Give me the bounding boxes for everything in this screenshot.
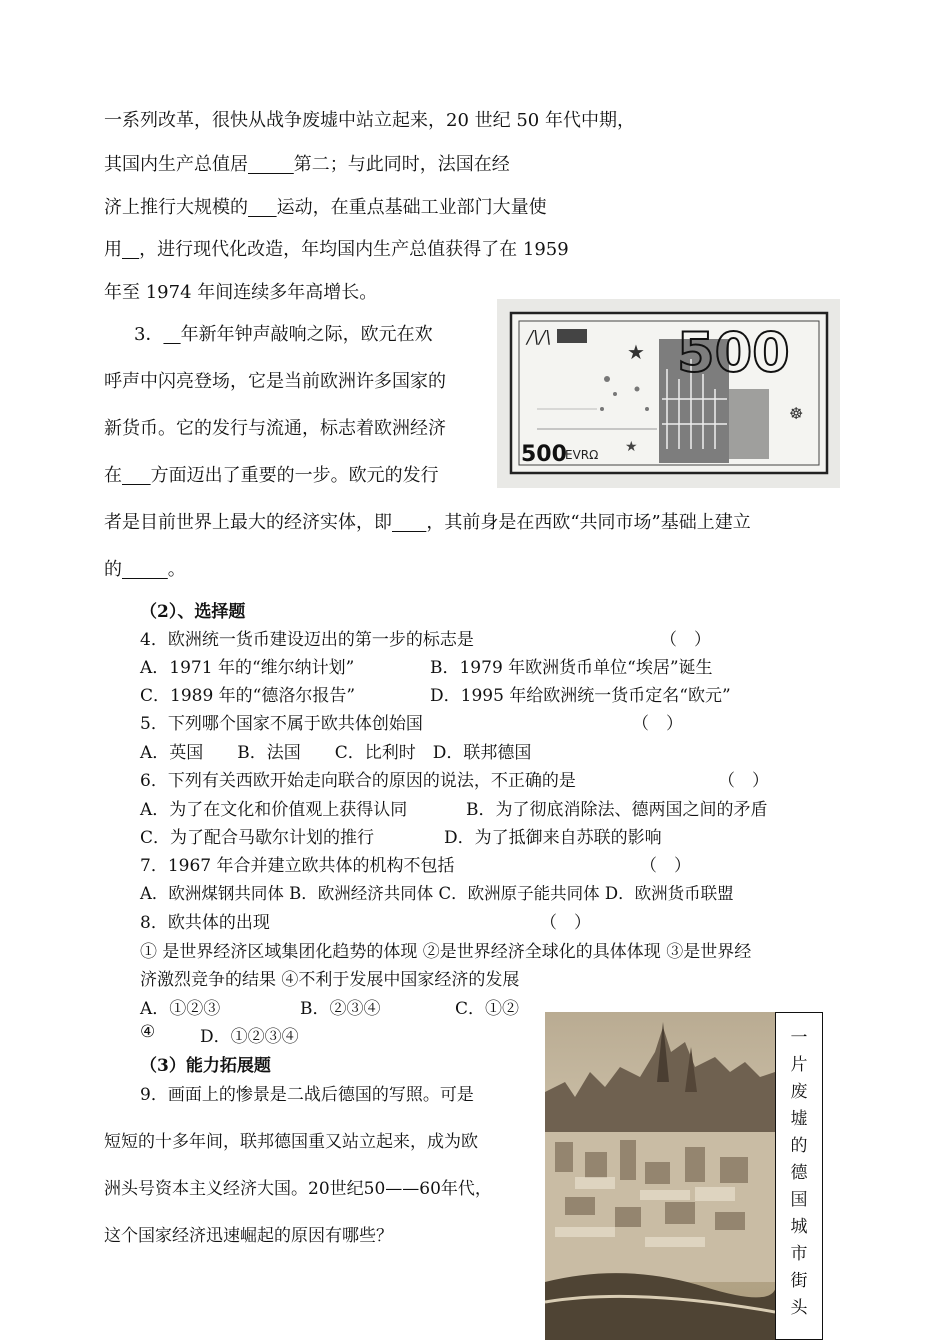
text-line: 在 方面迈出了重要的一步。欧元的发行	[104, 465, 439, 486]
option: D．1995 年给欧洲统一货币定名“欧元”	[430, 686, 731, 706]
text-line: 年至 1974 年间连续多年高增长。	[104, 282, 378, 303]
option: D．①②③④	[200, 1027, 299, 1047]
question-6: 6．下列有关西欧开始走向联合的原因的说法，不正确的是	[140, 771, 576, 791]
text-line: 的 。	[104, 559, 186, 580]
text-line: 短短的十多年间，联邦德国重又站立起来，成为欧	[104, 1132, 478, 1152]
option: A．欧洲煤钢共同体 B．欧洲经济共同体 C．欧洲原子能共同体 D．欧洲货币联盟	[140, 884, 734, 903]
text-line: 其国内生产总值居 第二；与此同时，法国在经	[104, 154, 510, 175]
svg-text:/\/\: /\/\	[527, 327, 552, 348]
blank	[163, 324, 180, 345]
blank	[122, 559, 168, 580]
option: B．为了彻底消除法、德两国之间的矛盾	[466, 800, 768, 820]
question-7: 7．1967 年合并建立欧共体的机构不包括	[140, 856, 455, 876]
svg-text:★: ★	[627, 340, 645, 364]
text-line: 呼声中闪亮登场，它是当前欧洲许多国家的	[104, 371, 446, 392]
blank	[122, 465, 151, 486]
answer-paren: （ ）	[640, 856, 691, 876]
question-4: 4．欧洲统一货币建设迈出的第一步的标志是	[140, 630, 474, 650]
question-3: 3． 年新年钟声敲响之际，欧元在欢	[134, 324, 433, 345]
text-line: 一系列改革，很快从战争废墟中站立起来，20 世纪 50 年代中期，	[104, 110, 635, 131]
answer-paren: （ ）	[660, 630, 711, 650]
svg-text:☸: ☸	[789, 404, 804, 423]
blank	[248, 197, 277, 218]
option: A．为了在文化和价值观上获得认同	[140, 800, 408, 820]
option: D．为了抵御来自苏联的影响	[444, 828, 662, 848]
ruined-city-photo	[545, 1012, 775, 1340]
euro-code: EVRΩ	[565, 448, 599, 462]
question-8: 8．欧共体的出现	[140, 913, 270, 933]
statement: 济激烈竞争的结果 ④不利于发展中国家经济的发展	[140, 970, 520, 990]
option: C．为了配合马歇尔计划的推行	[140, 828, 375, 848]
option: A．英国 B．法国 C．比利时 D．联邦德国	[140, 743, 532, 763]
svg-text:★: ★	[625, 439, 638, 455]
answer-paren: （ ）	[718, 771, 769, 791]
question-9: 9．画面上的惨景是二战后德国的写照。可是	[140, 1085, 474, 1105]
text-line: 洲头号资本主义经济大国。20世纪50——60年代，	[104, 1179, 492, 1199]
photo-caption: 一 片 废 墟 的 德 国 城 市 街 头	[775, 1012, 823, 1340]
blank	[392, 512, 426, 533]
text-line: 这个国家经济迅速崛起的原因有哪些？	[104, 1226, 393, 1246]
option: A．①②③	[140, 999, 221, 1019]
option: C．1989 年的“德洛尔报告”	[140, 686, 356, 706]
euro-banknote-image	[497, 299, 840, 488]
option: ④	[140, 1022, 156, 1042]
option: C．①②	[455, 999, 520, 1019]
option: A．1971 年的“维尔纳计划”	[140, 658, 355, 678]
option: B．1979 年欧洲货币单位“埃居”诞生	[430, 658, 713, 678]
answer-paren: （ ）	[632, 714, 683, 734]
denomination-small: 500	[521, 442, 567, 467]
text-line: 新货币。它的发行与流通，标志着欧洲经济	[104, 418, 446, 439]
statement: ① 是世界经济区域集团化趋势的体现 ②是世界经济全球化的具体体现 ③是世界经	[140, 942, 752, 962]
text-line: 用 ，进行现代化改造，年均国内生产总值获得了在 1959	[104, 239, 569, 260]
blank	[248, 154, 294, 175]
blank	[122, 239, 139, 260]
text-line: 济上推行大规模的 运动，在重点基础工业部门大量使	[104, 197, 547, 218]
denomination-text: 500	[677, 321, 790, 384]
option: B．②③④	[300, 999, 381, 1019]
section-heading: （2）、选择题	[140, 602, 246, 622]
section-heading: （3）能力拓展题	[140, 1056, 271, 1076]
answer-paren: （ ）	[540, 913, 591, 933]
question-5: 5．下列哪个国家不属于欧共体创始国	[140, 714, 423, 734]
text-line: 者是目前世界上最大的经济实体，即 ，其前身是在西欧“共同市场”基础上建立	[104, 512, 751, 533]
